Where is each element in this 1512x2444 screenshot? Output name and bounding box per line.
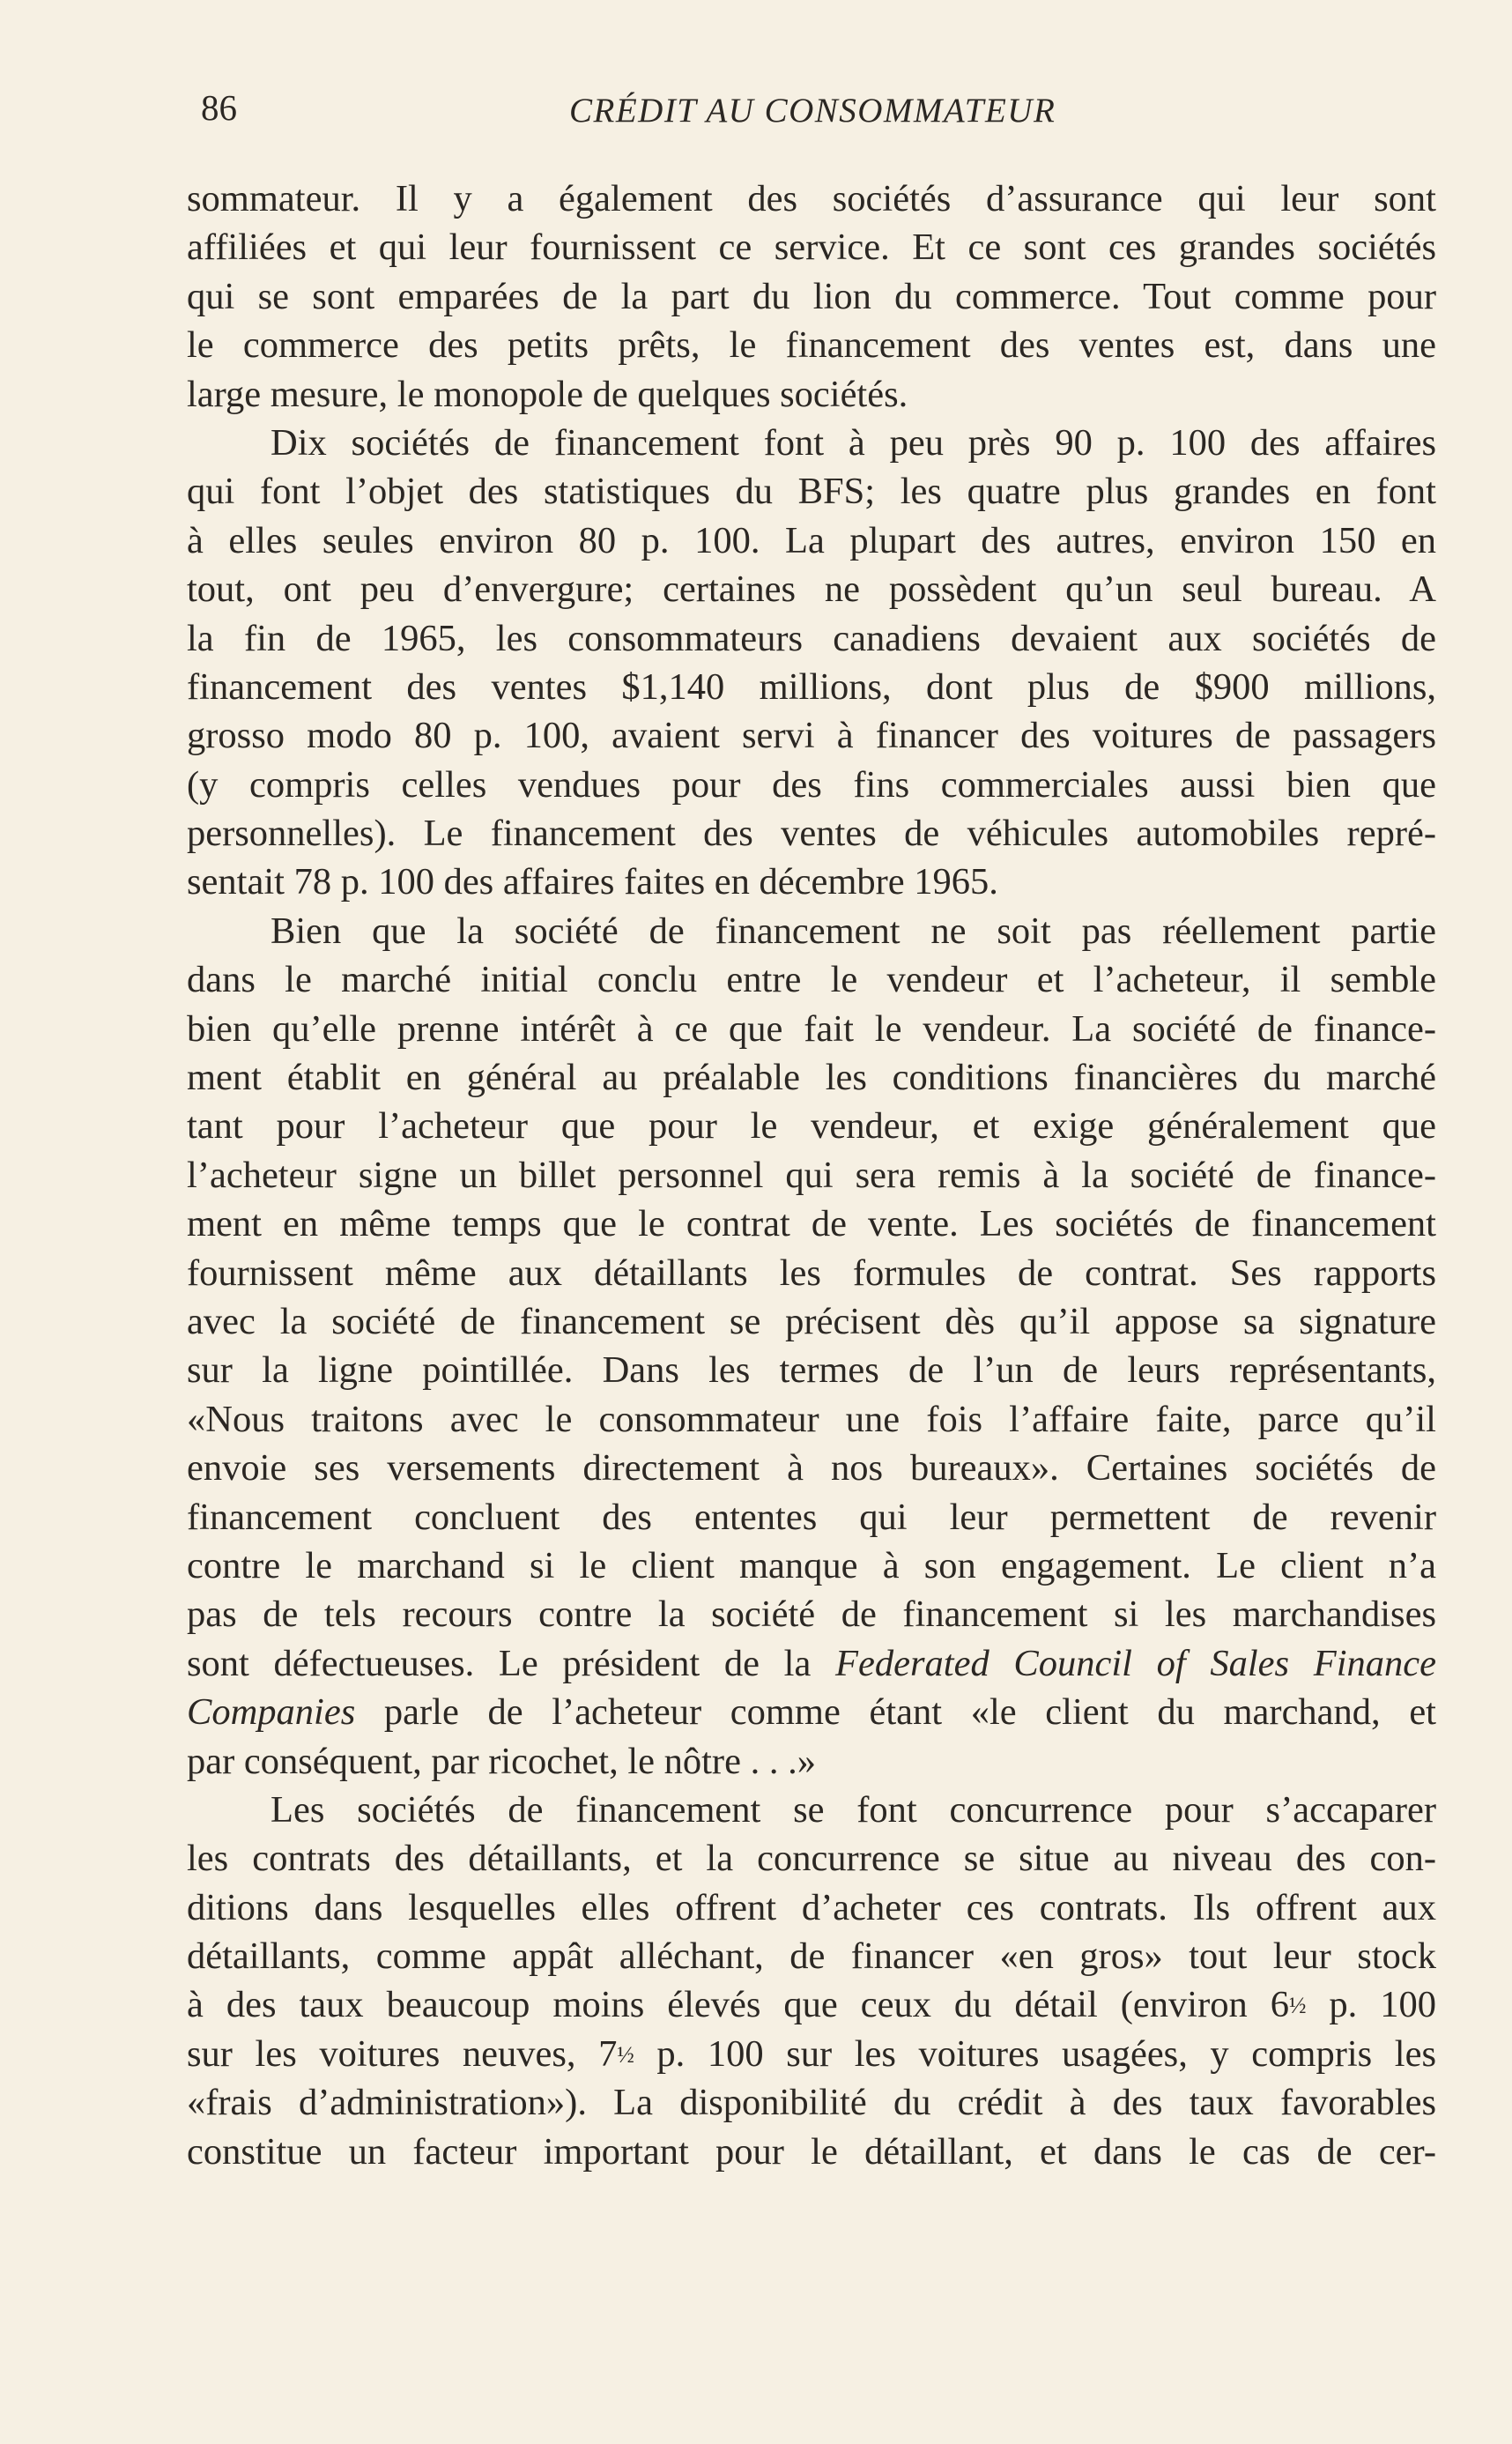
paragraph-2 <box>187 419 1436 907</box>
text-line: ment en même temps que le contrat de vente. Les sociétés de financement <box>187 1203 1436 1245</box>
text-line: pas de tels recours contre la société de financement si les marchandises <box>187 1593 1436 1636</box>
text-line: sur la ligne pointillée. Dans les termes de l’un de leurs représentants, <box>187 1349 1436 1392</box>
text-line: fournissent même aux détaillants les formules de contrat. Ses rapports <box>187 1252 1436 1294</box>
text-line: tout, ont peu d’envergure; certaines ne possèdent qu’un seul bureau. A <box>187 568 1436 611</box>
organization-name-italic: Federated Council of Sales Finance <box>835 1642 1436 1684</box>
text-line <box>187 1688 1436 1736</box>
text-run: parle de l’acheteur comme étant «le client du marchand, et <box>355 1691 1436 1734</box>
text-line <box>187 1639 1436 1688</box>
text-line: le commerce des petits prêts, le financement des ventes est, dans une <box>187 324 1436 367</box>
text-run: p. 100 <box>1306 1984 1437 2026</box>
paragraph-1 <box>187 175 1436 419</box>
organization-name-italic: Companies <box>187 1691 356 1734</box>
text-line: large mesure, le monopole de quelques sociétés. <box>187 373 908 415</box>
text-line: envoie ses versements directement à nos bureaux». Certaines sociétés de <box>187 1447 1436 1489</box>
text-line: constitue un facteur important pour le détaillant, et dans le cas de cer- <box>187 2130 1436 2173</box>
text-line: «Nous traitons avec le consommateur une fois l’affaire faite, parce qu’il <box>187 1398 1436 1440</box>
text-line: financement des ventes $1,140 millions, dont plus de $900 millions, <box>187 665 1436 708</box>
text-line: sentait 78 p. 100 des affaires faites en décembre 1965. <box>187 861 998 903</box>
text-line: personnelles). Le financement des ventes de véhicules automobiles repré- <box>187 813 1436 855</box>
text-run: à des taux beaucoup moins élevés que ceux du détail (environ 6 <box>187 1984 1289 2026</box>
text-line: tant pour l’acheteur que pour le vendeur, et exige généralement que <box>187 1105 1436 1148</box>
text-line: dans le marché initial conclu entre le vendeur et l’acheteur, il semble <box>187 959 1436 1001</box>
body-text <box>187 175 1436 2176</box>
text-line: les contrats des détaillants, et la concurrence se situe au niveau des con- <box>187 1838 1436 1880</box>
text-line: détaillants, comme appât alléchant, de financer «en gros» tout leur stock <box>187 1935 1436 1978</box>
text-run: sur les voitures neuves, 7 <box>187 2032 618 2075</box>
fraction: ½ <box>617 2041 634 2068</box>
text-run: sont défectueuses. Le président de la <box>187 1642 836 1684</box>
page-number: 86 <box>201 87 237 128</box>
text-line: ment établit en général au préalable les conditions financières du marché <box>187 1057 1436 1099</box>
text-line <box>187 2030 1436 2078</box>
text-line: grosso modo 80 p. 100, avaient servi à financer des voitures de passagers <box>187 715 1436 757</box>
text-line: sommateur. Il y a également des sociétés d’assurance qui leur sont <box>187 178 1436 219</box>
text-line: Dix sociétés de financement font à peu près 90 p. 100 des affaires <box>271 421 1436 464</box>
text-line <box>187 1980 1436 2029</box>
text-run: p. 100 sur les voitures usagées, y compris les <box>634 2032 1436 2075</box>
text-line: affiliées et qui leur fournissent ce service. Et ce sont ces grandes sociétés <box>187 227 1436 269</box>
text-line: avec la société de financement se précisent dès qu’il appose sa signature <box>187 1300 1436 1342</box>
text-line: (y compris celles vendues pour des fins commerciales aussi bien que <box>187 763 1436 806</box>
text-line: la fin de 1965, les consommateurs canadiens devaient aux sociétés de <box>187 617 1436 659</box>
text-line: ditions dans lesquelles elles offrent d’acheter ces contrats. Ils offrent aux <box>187 1886 1436 1928</box>
text-line: Les sociétés de financement se font concurrence pour s’accaparer <box>271 1788 1436 1831</box>
text-line: contre le marchand si le client manque à son engagement. Le client n’a <box>187 1544 1436 1586</box>
text-line: financement concluent des ententes qui leur permettent de revenir <box>187 1496 1436 1538</box>
running-head <box>201 81 1417 134</box>
paragraph-3 <box>187 907 1436 1786</box>
paragraph-4 <box>187 1786 1436 2176</box>
text-line: qui font l’objet des statistiques du BFS; les quatre plus grandes en font <box>187 471 1436 513</box>
text-line: par conséquent, par ricochet, le nôtre . . .» <box>187 1740 816 1782</box>
fraction: ½ <box>1288 1993 1307 2019</box>
running-title: CRÉDIT AU CONSOMMATEUR <box>569 92 1056 130</box>
text-line: à elles seules environ 80 p. 100. La plupart des autres, environ 150 en <box>187 519 1436 561</box>
text-line: qui se sont emparées de la part du lion du commerce. Tout comme pour <box>187 275 1436 317</box>
text-line: l’acheteur signe un billet personnel qui sera remis à la société de finance- <box>187 1154 1436 1196</box>
text-line: «frais d’administration»). La disponibilité du crédit à des taux favorables <box>187 2082 1436 2124</box>
text-line: bien qu’elle prenne intérêt à ce que fait le vendeur. La société de finance- <box>187 1007 1436 1050</box>
text-line: Bien que la société de financement ne soit pas réellement partie <box>271 910 1436 952</box>
